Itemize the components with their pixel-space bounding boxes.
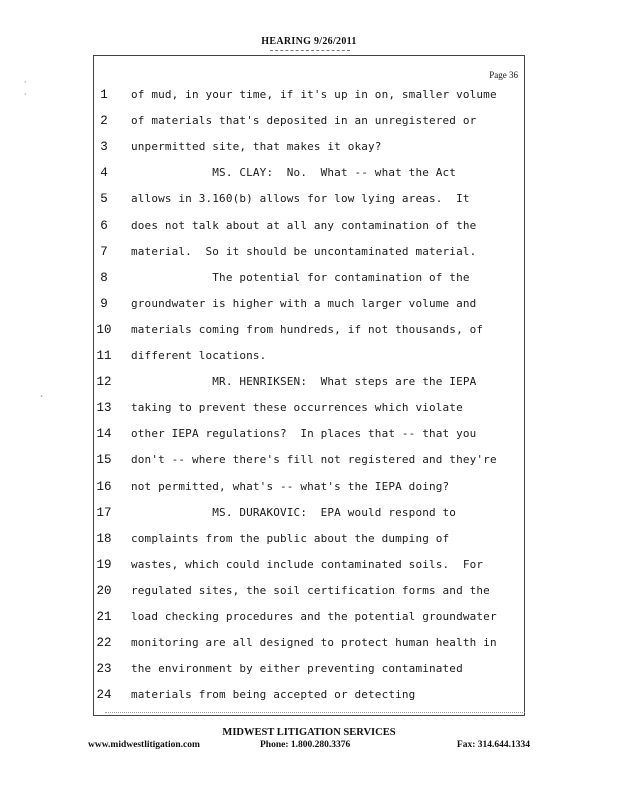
line-number: 14 [96,427,112,442]
transcript-line [0,245,618,265]
line-text: don't -- where there's fill not registered and they're [131,453,497,467]
margin-mark: · [24,78,27,87]
line-text: MS. DURAKOVIC: EPA would respond to [131,505,457,519]
transcript-line [0,688,618,708]
line-text: other IEPA regulations? In places that -- that you [131,427,477,441]
page-number: Page 36 [489,70,518,80]
line-number: 23 [96,662,112,677]
line-number: 15 [96,453,112,468]
transcript-line [0,453,618,473]
transcript-line [0,297,618,317]
transcript-line [0,323,618,343]
line-number: 17 [96,505,112,520]
transcript-line [0,480,618,500]
transcript-line [0,271,618,291]
transcript-line [0,140,618,160]
transcript-line [0,88,618,108]
line-text: different locations. [131,349,267,362]
line-number: 18 [96,531,112,546]
line-number: 20 [96,583,112,598]
footer-fax: Fax: 314.644.1334 [456,740,530,750]
line-text: The potential for contamination of the [131,270,470,284]
transcript-line [0,401,618,421]
transcript-line [0,219,618,239]
transcript-line [0,558,618,578]
line-number: 16 [96,479,112,494]
line-text: regulated sites, the soil certification forms and the [131,583,490,597]
line-number: 10 [96,322,112,337]
transcript-line [0,662,618,682]
line-text: of mud, in your time, if it's up in on, smaller volume [131,88,497,101]
line-text: unpermitted site, that makes it okay? [131,140,382,154]
footer-website: www.midwestlitigation.com [88,740,200,750]
footer-phone: Phone: 1.800.280.3376 [260,740,351,750]
line-text: monitoring are all designed to protect human health in [131,636,497,650]
transcript-line [0,427,618,447]
line-text: MS. CLAY: No. What -- what the Act [131,166,457,180]
line-number: 3 [100,140,108,155]
line-text: materials from being accepted or detecting [131,688,416,702]
transcript-line [0,349,618,369]
line-number: 24 [96,688,112,703]
transcript-line [0,532,618,552]
line-number: 12 [96,375,112,390]
line-number: 13 [96,401,112,416]
line-text: wastes, which could include contaminated soils. For [131,557,484,571]
line-text: allows in 3.160(b) allows for low lying areas. It [131,192,470,206]
line-number: 8 [100,270,108,285]
line-text: of materials that's deposited in an unregistered or [131,114,477,128]
line-text: groundwater is higher with a much larger volume and [131,296,477,310]
line-number: 11 [96,349,112,363]
line-text: does not talk about at all any contamination of the [131,218,477,232]
bottom-dotted-rule [105,712,525,713]
transcript-line [0,375,618,395]
line-number: 6 [100,218,108,233]
line-number: 19 [96,557,112,572]
footer-company: MIDWEST LITIGATION SERVICES [222,727,396,738]
line-text: load checking procedures and the potential groundwater [131,610,497,623]
transcript-line [0,636,618,656]
header-title: HEARING 9/26/2011 [261,36,357,47]
line-number: 9 [100,296,108,311]
transcript-line [0,166,618,186]
line-number: 7 [100,244,108,259]
transcript-line [0,114,618,134]
transcript-line [0,584,618,604]
header-rule [270,50,350,51]
line-number: 1 [100,88,108,102]
line-number: 5 [100,192,108,207]
line-text: material. So it should be uncontaminated material. [131,244,477,258]
transcript-line [0,506,618,526]
line-number: 2 [100,114,108,129]
line-text: not permitted, what's -- what's the IEPA doing? [131,479,450,493]
transcript-line [0,610,618,630]
line-number: 21 [96,610,112,624]
line-text: MR. HENRIKSEN: What steps are the IEPA [131,375,477,389]
line-number: 4 [100,166,108,181]
transcript-line [0,192,618,212]
line-text: taking to prevent these occurrences which violate [131,401,463,415]
line-text: materials coming from hundreds, if not thousands, of [131,322,484,336]
line-number: 22 [96,636,112,651]
line-text: complaints from the public about the dumping of [131,531,450,545]
margin-mark: ` [40,395,44,404]
margin-mark: · [24,90,27,99]
line-text: the environment by either preventing contaminated [131,662,463,676]
